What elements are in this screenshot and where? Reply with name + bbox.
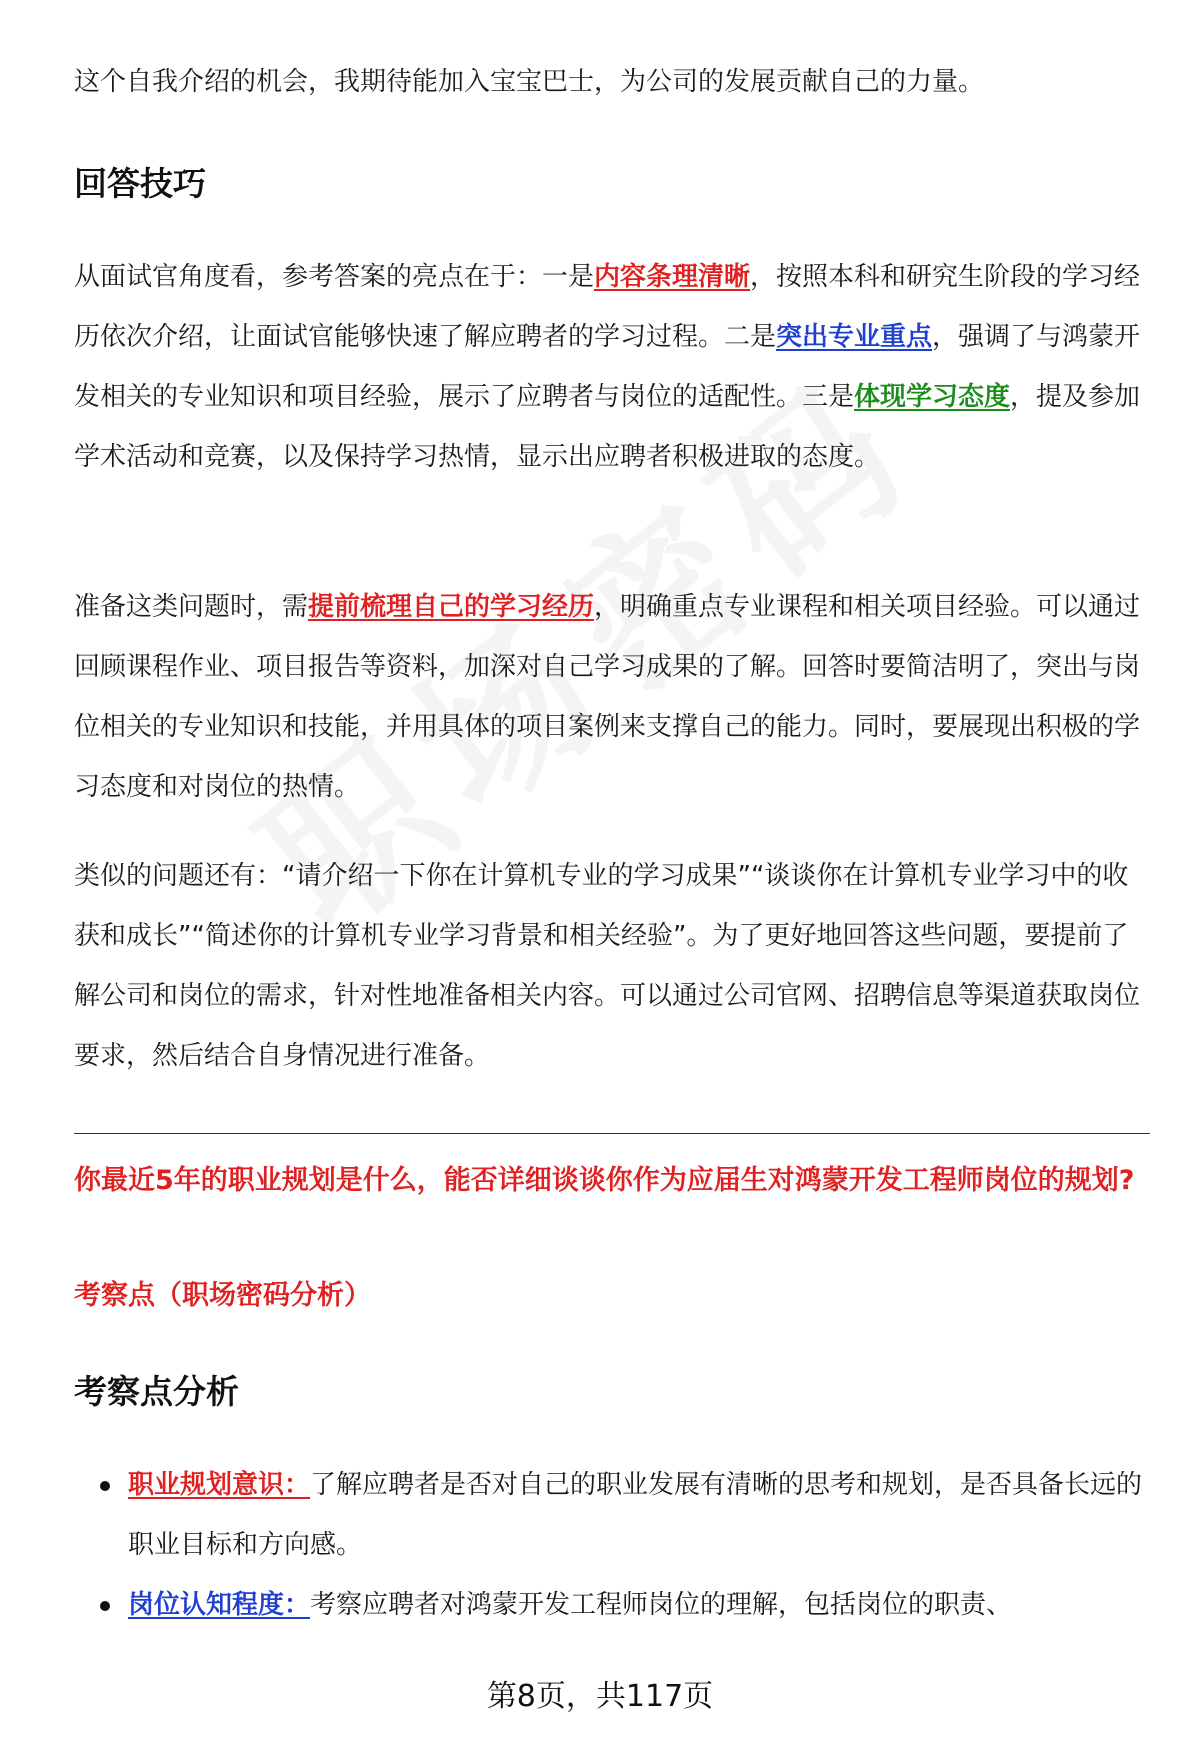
tips-heading: 回答技巧	[74, 164, 206, 203]
text-run: ，按照本科和研究生阶段的学习经历依次介绍，让面试官能够快速了解应聘者的学习过程。二是	[74, 262, 1141, 352]
text-run: ，提及参加学术活动和竞赛，以及保持学习热情，显示出应聘者积极进取的态度。	[74, 382, 1141, 472]
analysis-points	[74, 1455, 1150, 1635]
point-text: 考察应聘者对鸿蒙开发工程师岗位的理解，包括岗位的职责、	[310, 1590, 1013, 1620]
analysis-heading: 考察点分析	[74, 1372, 239, 1411]
question-subtitle: 考察点（职场密码分析）	[74, 1280, 371, 1311]
highlight-review-experience: 提前梳理自己的学习经历	[308, 592, 595, 622]
list-item	[74, 1575, 1150, 1635]
text-run: 准备这类问题时，需	[74, 592, 309, 622]
bullet-icon	[100, 1601, 110, 1611]
highlight-learning-attitude: 体现学习态度	[854, 382, 1011, 412]
highlight-clear-structure: 内容条理清晰	[594, 262, 751, 292]
section-divider	[74, 1133, 1150, 1134]
tips-paragraph-2	[74, 577, 1150, 817]
intro-line: 这个自我介绍的机会，我期待能加入宝宝巴士，为公司的发展贡献自己的力量。	[74, 67, 985, 97]
list-item	[74, 1455, 1150, 1575]
tips-paragraph-1	[74, 247, 1150, 487]
point-text: 了解应聘者是否对自己的职业发展有清晰的思考和规划，是否具备长远的职业目标和方向感。	[128, 1470, 1143, 1560]
text-run: ，明确重点专业课程和相关项目经验。可以通过回顾课程作业、项目报告等资料，加深对自己学习成果的了解。回答时要简洁明了，突出与岗位相关的专业知识和技能，并用具体的项目案例来支撑自己的能力。同时，要展现出积极的学习态度和对岗位的热情。	[74, 592, 1141, 802]
highlight-major-focus: 突出专业重点	[776, 322, 933, 352]
text-run: 从面试官角度看，参考答案的亮点在于：一是	[74, 262, 595, 292]
question-title: 你最近5年的职业规划是什么，能否详细谈谈你作为应届生对鸿蒙开发工程师岗位的规划?	[74, 1165, 1135, 1196]
point-key: 职业规划意识：	[128, 1470, 311, 1500]
bullet-icon	[100, 1481, 110, 1491]
point-key: 岗位认知程度：	[128, 1590, 311, 1620]
tips-paragraph-3: 类似的问题还有：“请介绍一下你在计算机专业的学习成果”“谈谈你在计算机专业学习中的收获和成长”“简述你的计算机专业学习背景和相关经验”。为了更好地回答这些问题，要提前了解公司和岗位的需求，针对性地准备相关内容。可以通过公司官网、招聘信息等渠道获取岗位要求，然后结合自身情况进行准备。	[74, 861, 1141, 1071]
text-run: ，强调了与鸿蒙开发相关的专业知识和项目经验，展示了应聘者与岗位的适配性。三是	[74, 322, 1141, 412]
page-footer: 第8页，共117页	[486, 1679, 714, 1714]
